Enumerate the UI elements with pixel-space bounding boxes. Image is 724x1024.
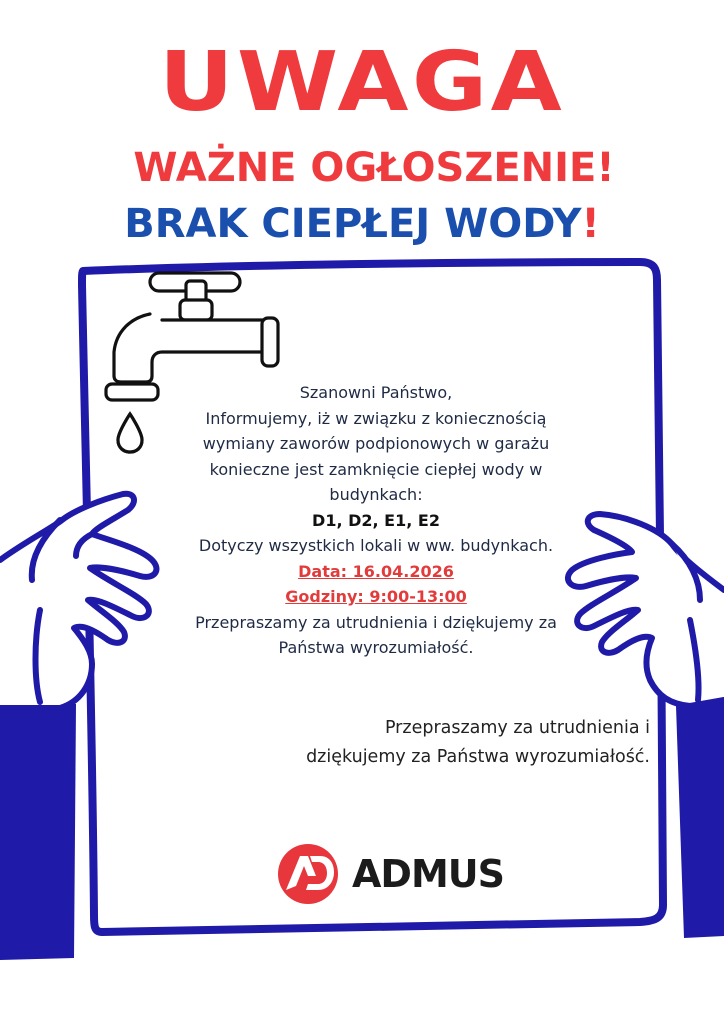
closing-text — [250, 714, 650, 772]
closing-line: dziękujemy za Państwa wyrozumiałość. — [306, 747, 650, 767]
notice-scope: Dotyczy wszystkich lokali w ww. budynkach. — [198, 536, 554, 555]
right-sleeve — [676, 700, 724, 938]
title-uwaga: UWAGA — [158, 35, 566, 130]
notice-body-line: budynkach: — [329, 485, 423, 504]
admus-logo-icon — [272, 842, 352, 906]
notice-hours: Godziny: 9:00-13:00 — [285, 587, 467, 606]
notice-body-line: Informujemy, iż w związku z koniecznością — [205, 408, 547, 428]
notice-body — [170, 380, 582, 661]
notice-body-line: wymiany zaworów podpionowych w garażu — [202, 434, 550, 453]
alert-exclamation: ! — [581, 201, 600, 247]
closing-line: Przepraszamy za utrudnienia i — [384, 718, 650, 738]
subtitle-important-notice: WAŻNE OGŁOSZENIE! — [133, 145, 615, 191]
left-sleeve — [0, 702, 76, 960]
notice-greeting: Szanowni Państwo, — [299, 383, 453, 402]
notice-body-line: konieczne jest zamknięcie ciepłej wody w — [209, 459, 543, 479]
notice-date: Data: 16.04.2026 — [298, 561, 454, 581]
admus-logo — [272, 842, 532, 906]
notice-buildings: D1, D2, E1, E2 — [312, 510, 440, 530]
alert-text: BRAK CIEPŁEJ WODY — [124, 201, 582, 247]
admus-logo-text: ADMUS — [352, 852, 504, 896]
notice-apology-line: Państwa wyrozumiałość. — [278, 638, 474, 657]
notice-apology-line: Przepraszamy za utrudnienia i dziękujemy za — [195, 612, 557, 632]
